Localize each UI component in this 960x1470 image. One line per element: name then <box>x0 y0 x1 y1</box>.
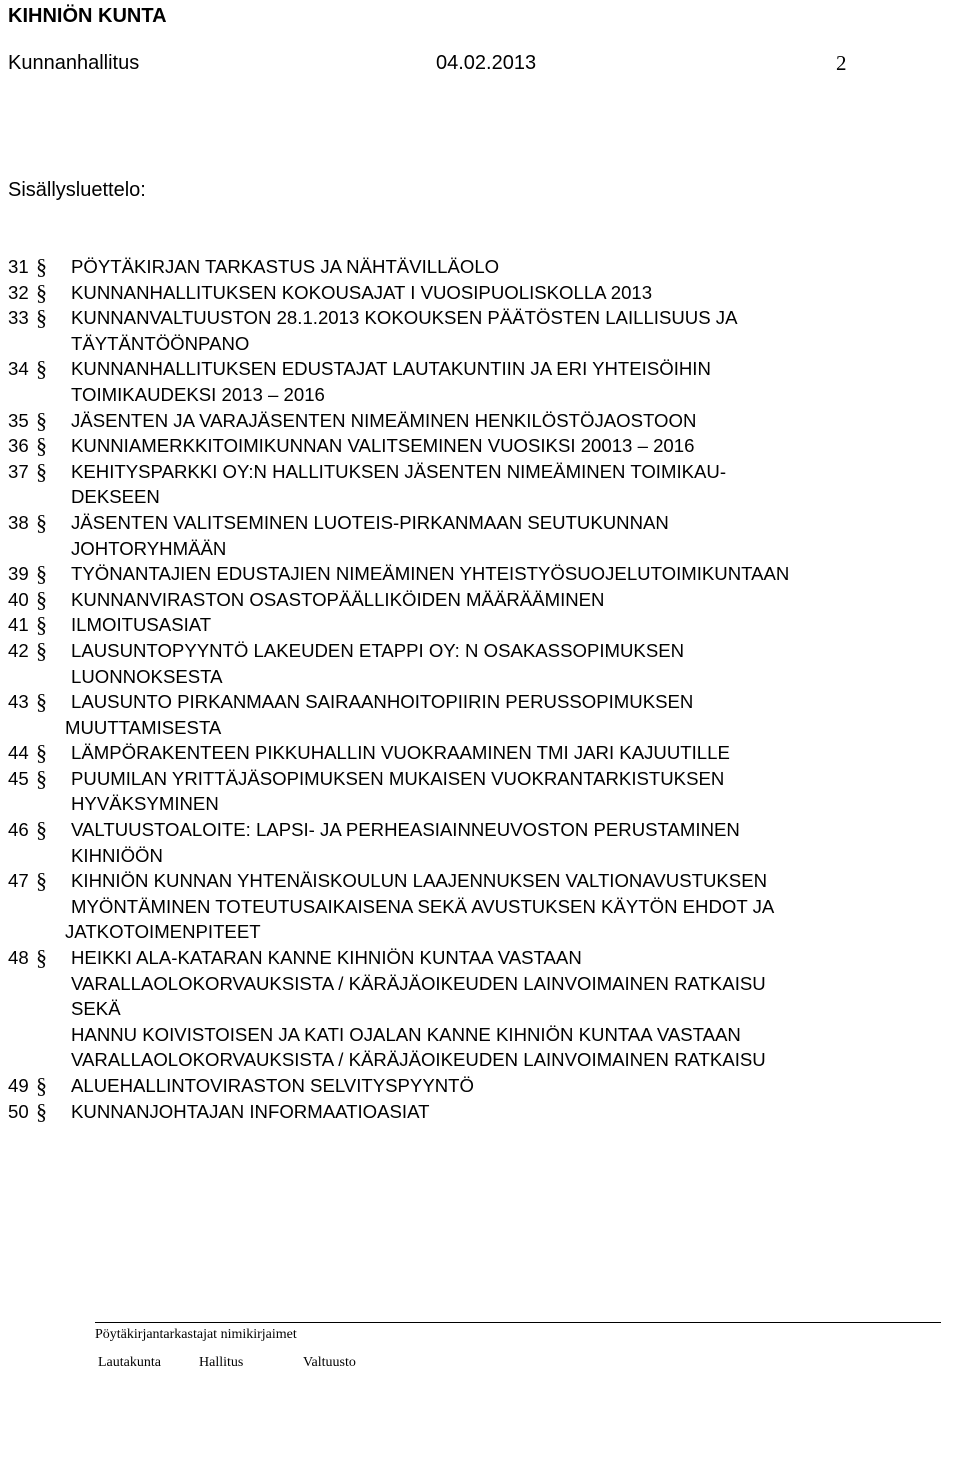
toc-item-number: 36 <box>8 435 29 457</box>
toc-item-title-line: JATKOTOIMENPITEET <box>65 921 261 943</box>
toc-item-number: 41 <box>8 614 29 636</box>
toc-item <box>0 408 960 434</box>
section-sign: § <box>36 433 47 459</box>
toc-item-title-line: SEKÄ <box>71 998 121 1020</box>
toc-item <box>0 817 960 868</box>
section-sign: § <box>36 509 47 535</box>
toc-item-title-line: VARALLAOLOKORVAUKSISTA / KÄRÄJÄOIKEUDEN LAINVOIMAINEN RATKAISU <box>71 1049 766 1071</box>
toc-item-number: 47 <box>8 870 29 892</box>
section-sign: § <box>36 586 47 612</box>
section-sign: § <box>36 817 47 843</box>
toc-item <box>0 638 960 689</box>
toc-item-number: 46 <box>8 819 29 841</box>
footer <box>95 1322 941 1370</box>
toc-item-number: 38 <box>8 511 29 533</box>
toc-item-title-line: TYÖNANTAJIEN EDUSTAJIEN NIMEÄMINEN YHTEISTYÖSUOJELUTOIMIKUNTAAN <box>71 563 790 585</box>
toc-item-title-line: LAUSUNTOPYYNTÖ LAKEUDEN ETAPPI OY: N OSAKASSOPIMUKSEN <box>71 639 685 661</box>
toc-item-title-line: VALTUUSTOALOITE: LAPSI- JA PERHEASIAINNEUVOSTON PERUSTAMINEN <box>71 819 740 841</box>
toc-item <box>0 1073 960 1099</box>
toc-item-title-line: KUNNANJOHTAJAN INFORMAATIOASIAT <box>71 1100 430 1122</box>
toc-item-number: 48 <box>8 947 29 969</box>
toc-item-title-line: KUNNANVALTUUSTON 28.1.2013 KOKOUKSEN PÄÄTÖSTEN LAILLISUUS JA <box>71 307 738 329</box>
footer-column-valtuusto: Valtuusto <box>303 1355 356 1370</box>
toc-item-number: 44 <box>8 742 29 764</box>
section-sign: § <box>36 689 47 715</box>
section-sign: § <box>36 561 47 587</box>
toc-item-number: 32 <box>8 281 29 303</box>
toc-item-title-line: ILMOITUSASIAT <box>71 614 212 636</box>
toc-item-title-line: MYÖNTÄMINEN TOTEUTUSAIKAISENA SEKÄ AVUSTUKSEN KÄYTÖN EHDOT JA <box>71 895 775 917</box>
toc-item-title-line: TÄYTÄNTÖÖNPANO <box>71 332 250 354</box>
toc-item-title-line: HEIKKI ALA-KATARAN KANNE KIHNIÖN KUNTAA VASTAAN <box>71 947 582 969</box>
toc-item-title-line: PÖYTÄKIRJAN TARKASTUS JA NÄHTÄVILLÄOLO <box>71 256 500 277</box>
footer-column-lautakunta: Lautakunta <box>98 1355 161 1370</box>
organ-name: Kunnanhallitus <box>8 52 140 74</box>
section-sign: § <box>36 279 47 305</box>
toc-item <box>0 766 960 817</box>
toc-item-title-line: JÄSENTEN VALITSEMINEN LUOTEIS-PIRKANMAAN SEUTUKUNNAN <box>71 511 669 533</box>
toc-item <box>0 459 960 510</box>
meeting-date: 04.02.2013 <box>436 52 537 74</box>
toc-item-title-line: DEKSEEN <box>71 486 160 508</box>
municipality-name: KIHNIÖN KUNTA <box>8 5 167 27</box>
section-sign: § <box>36 637 47 663</box>
toc-item-title-line: LUONNOKSESTA <box>71 665 223 687</box>
toc-item <box>0 356 960 407</box>
toc-item <box>0 561 960 587</box>
section-sign: § <box>36 945 47 971</box>
toc-item-title-line: TOIMIKAUDEKSI 2013 – 2016 <box>71 383 325 405</box>
section-sign: § <box>36 740 47 766</box>
toc-item-number: 42 <box>8 639 29 661</box>
toc-item-title-line: VARALLAOLOKORVAUKSISTA / KÄRÄJÄOIKEUDEN LAINVOIMAINEN RATKAISU <box>71 972 766 994</box>
section-sign: § <box>36 765 47 791</box>
toc-item <box>0 612 960 638</box>
toc-item-title-line: KUNNANHALLITUKSEN KOKOUSAJAT I VUOSIPUOLISKOLLA 2013 <box>71 281 653 303</box>
section-sign: § <box>36 305 47 331</box>
toc-item <box>0 945 960 1073</box>
toc-item-title-line: JÄSENTEN JA VARAJÄSENTEN NIMEÄMINEN HENKILÖSTÖJAOSTOON <box>71 409 697 431</box>
section-sign: § <box>36 1098 47 1124</box>
toc-item-number: 45 <box>8 767 29 789</box>
toc-item-title-line: KEHITYSPARKKI OY:N HALLITUKSEN JÄSENTEN NIMEÄMINEN TOIMIKAU- <box>71 460 727 482</box>
section-sign: § <box>36 458 47 484</box>
toc-item <box>0 280 960 306</box>
toc-item <box>0 254 960 280</box>
toc-item-number: 37 <box>8 460 29 482</box>
toc-item-number: 34 <box>8 358 29 380</box>
toc-item-title-line: ALUEHALLINTOVIRASTON SELVITYSPYYNTÖ <box>71 1075 474 1096</box>
toc-item-title-line: KUNNANVIRASTON OSASTOPÄÄLLIKÖIDEN MÄÄRÄÄMINEN <box>71 588 605 610</box>
toc-item-number: 33 <box>8 307 29 329</box>
toc-item-number: 49 <box>8 1075 29 1096</box>
toc-item-number: 40 <box>8 588 29 610</box>
toc-item <box>0 689 960 740</box>
section-sign: § <box>36 868 47 894</box>
toc-item-title-line: HYVÄKSYMINEN <box>71 793 219 815</box>
toc-item-title-line: LÄMPÖRAKENTEEN PIKKUHALLIN VUOKRAAMINEN TMI JARI KAJUUTILLE <box>71 742 730 764</box>
section-sign: § <box>36 407 47 433</box>
footer-caption: Pöytäkirjantarkastajat nimikirjaimet <box>95 1327 297 1342</box>
toc-item-number: 35 <box>8 409 29 431</box>
toc-item <box>0 305 960 356</box>
toc-item-number: 39 <box>8 563 29 585</box>
section-sign: § <box>36 356 47 382</box>
toc-item-title-line: KUNNIAMERKKITOIMIKUNNAN VALITSEMINEN VUOSIKSI 20013 – 2016 <box>71 435 695 457</box>
toc-item-title-line: MUUTTAMISESTA <box>65 716 222 738</box>
toc-item-title-line: KIHNIÖÖN <box>71 844 163 866</box>
toc-item-number: 31 <box>8 256 29 277</box>
toc-item-number: 43 <box>8 691 29 713</box>
toc-item-number: 50 <box>8 1100 29 1122</box>
toc-item-title-line: PUUMILAN YRITTÄJÄSOPIMUKSEN MUKAISEN VUOKRANTARKISTUKSEN <box>71 767 725 789</box>
page-number: 2 <box>836 51 847 75</box>
section-sign: § <box>36 612 47 638</box>
toc-item <box>0 868 960 945</box>
toc-item <box>0 510 960 561</box>
toc-item-title-line: LAUSUNTO PIRKANMAAN SAIRAANHOITOPIIRIN PERUSSOPIMUKSEN <box>71 691 694 713</box>
section-sign: § <box>36 1073 47 1098</box>
toc-item <box>0 740 960 766</box>
toc-item <box>0 433 960 459</box>
toc-item-title-line: KIHNIÖN KUNNAN YHTENÄISKOULUN LAAJENNUKSEN VALTIONAVUSTUKSEN <box>71 870 768 892</box>
toc-item-title-line: KUNNANHALLITUKSEN EDUSTAJAT LAUTAKUNTIIN JA ERI YHTEISÖIHIN <box>71 358 711 380</box>
footer-column-hallitus: Hallitus <box>199 1355 244 1370</box>
toc-title: Sisällysluettelo: <box>8 179 146 201</box>
section-sign: § <box>36 254 47 279</box>
toc-item <box>0 1099 960 1125</box>
toc-item-title-line: HANNU KOIVISTOISEN JA KATI OJALAN KANNE KIHNIÖN KUNTAA VASTAAN <box>71 1023 741 1045</box>
toc-item-title-line: JOHTORYHMÄÄN <box>71 537 227 559</box>
toc-item <box>0 587 960 613</box>
toc-list <box>0 254 960 1124</box>
